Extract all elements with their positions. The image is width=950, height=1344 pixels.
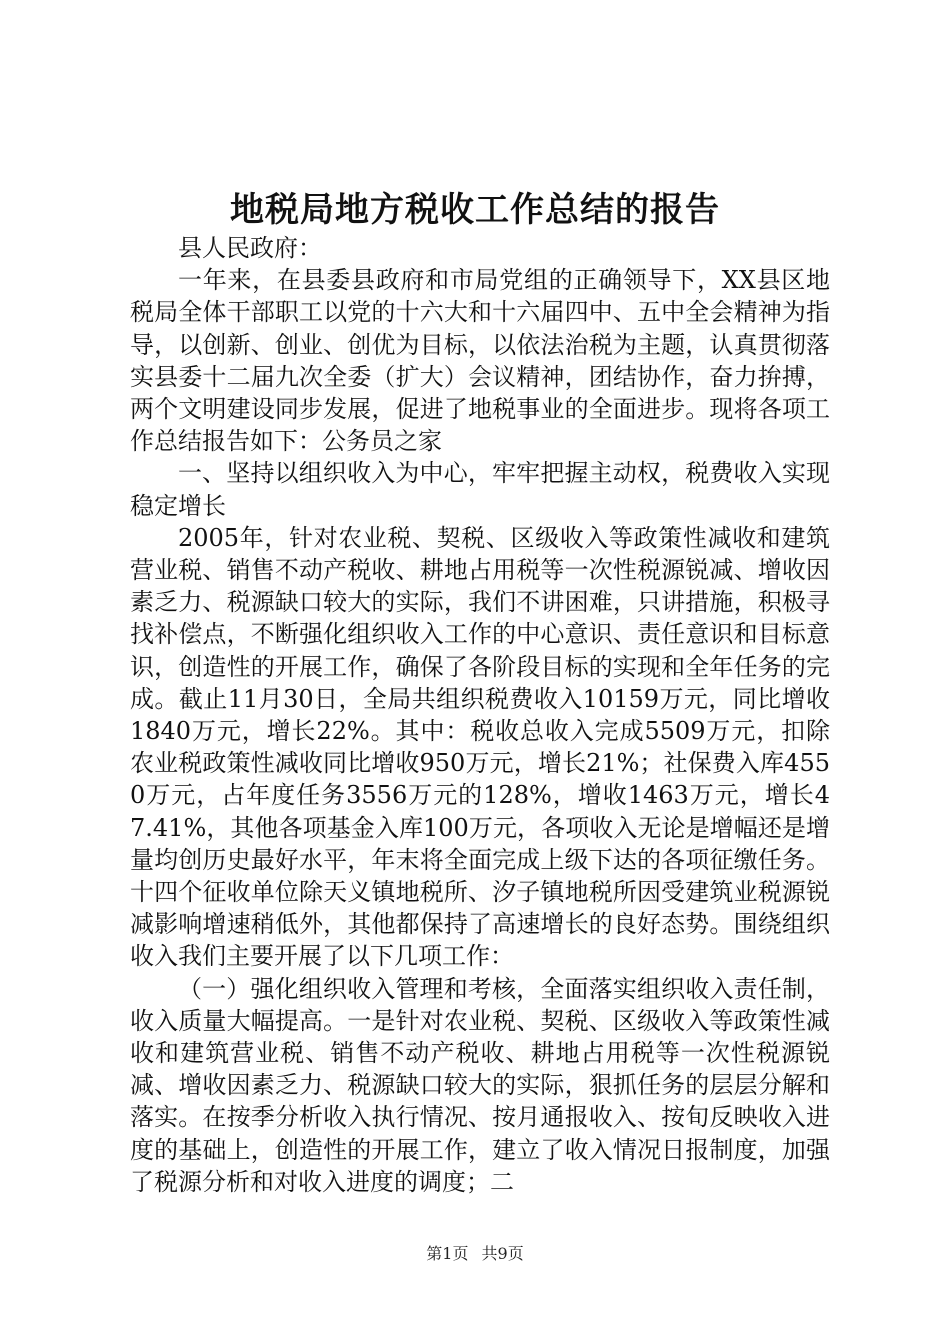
paragraph-revenue: 2005年，针对农业税、契税、区级收入等政策性减收和建筑营业税、销售不动产税收、耕地占用税等一次性税源锐减、增收因素乏力、税源缺口较大的实际，我们不讲困难，只讲措施，积极寻找补偿点，不断强化组织收入工作的中心意识、责任意识和目标意识，创造性的开展工作，确保了各阶段目标的实现和全年任务的完成。截止11月30日，全局共组织税费收入10159万元，同比增收1840万元，增长22%。其中：税收总收入完成5509万元，扣除农业税政策性减收同比增收950万元，增长21%；社保费入库4550万元，占年度任务3556万元的128%，增收1463万元，增长47.41%，其他各项基金入库100万元，各项收入无论是增幅还是增量均创历史最好水平，年末将全面完成上级下达的各项征缴任务。十四个征收单位除天义镇地税所、汐子镇地税所因受建筑业税源锐减影响增速稍低外，其他都保持了高速增长的良好态势。围绕组织收入我们主要开展了以下几项工作： <box>130 523 830 971</box>
page-footer <box>0 1243 950 1265</box>
document-title: 地税局地方税收工作总结的报告 <box>230 190 720 230</box>
paragraph-intro: 一年来，在县委县政府和市局党组的正确领导下，XX县区地税局全体干部职工以党的十六大和十六届四中、五中全会精神为指导，以创新、创业、创优为目标，以依法治税为主题，认真贯彻落实县委十二届九次全委（扩大）会议精神，团结协作，奋力拚搏，两个文明建设同步发展，促进了地税事业的全面进步。现将各项工作总结报告如下：公务员之家 <box>130 266 830 456</box>
page-total: 共9页 <box>481 1244 524 1263</box>
paragraph-subsection-1: （一）强化组织收入管理和考核，全面落实组织收入责任制，收入质量大幅提高。一是针对农业税、契税、区级收入等政策性减收和建筑营业税、销售不动产税收、耕地占用税等一次性税源锐减、增收因素乏力、税源缺口较大的实际，狠抓任务的层层分解和落实。在按季分析收入执行情况、按月通报收入、按旬反映收入进度的基础上，创造性的开展工作，建立了收入情况日报制度，加强了税源分析和对收入进度的调度；二 <box>130 974 830 1196</box>
document-body <box>130 232 830 1198</box>
page-number: 第1页 <box>426 1244 469 1263</box>
section-heading-1: 一、坚持以组织收入为中心，牢牢把握主动权，税费收入实现稳定增长 <box>130 459 830 520</box>
salutation: 县人民政府： <box>178 234 322 262</box>
